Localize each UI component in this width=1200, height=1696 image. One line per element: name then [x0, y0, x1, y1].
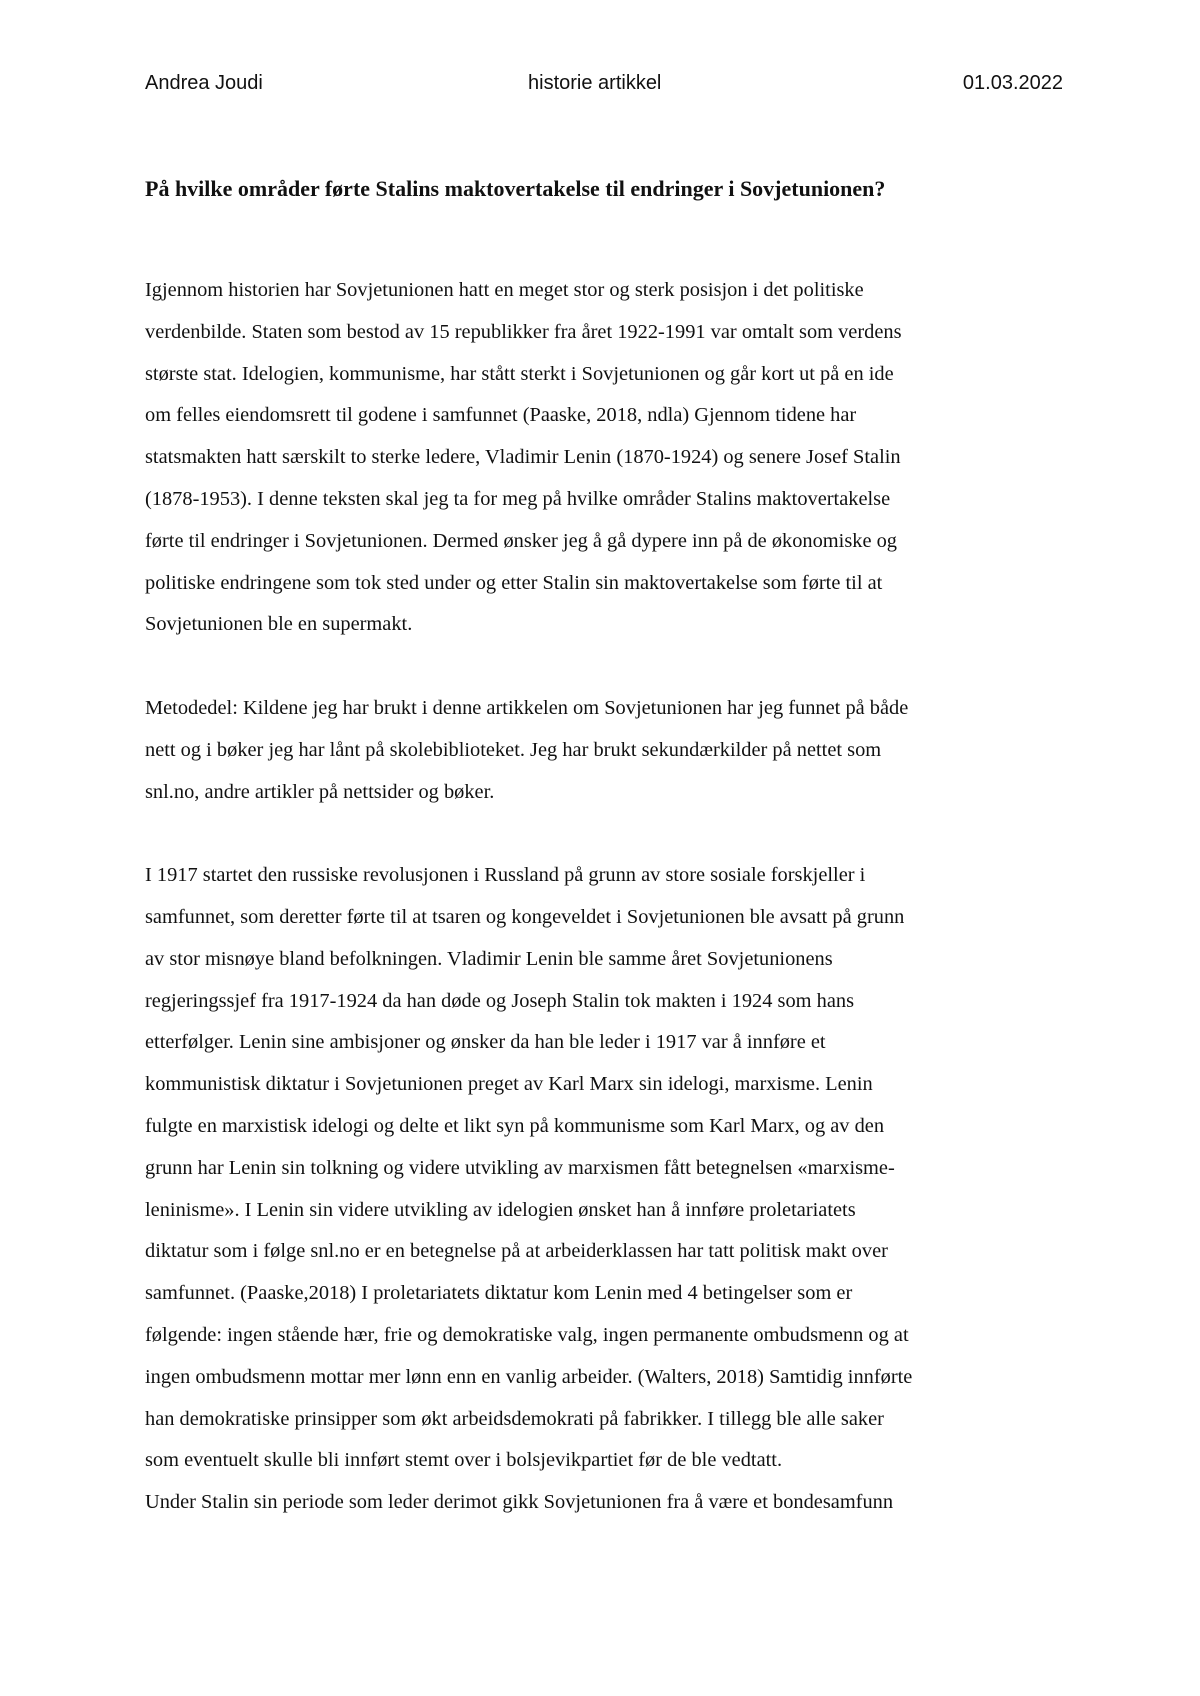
paragraph-lenin: [145, 855, 1070, 1482]
text-line: samfunnet, som deretter førte til at tsaren og kongeveldet i Sovjetunionen ble avsatt på grunn: [145, 905, 905, 928]
text-line: nett og i bøker jeg har lånt på skolebiblioteket. Jeg har brukt sekundærkilder på nettet som: [145, 738, 882, 761]
article-title: På hvilke områder førte Stalins maktovertakelse til endringer i Sovjetunionen?: [145, 176, 886, 201]
text-line: følgende: ingen stående hær, frie og demokratiske valg, ingen permanente ombudsmenn og at: [145, 1323, 909, 1346]
text-line: politiske endringene som tok sted under og etter Stalin sin maktovertakelse som førte til at: [145, 571, 883, 594]
text-line: førte til endringer i Sovjetunionen. Dermed ønsker jeg å gå dypere inn på de økonomiske og: [145, 529, 897, 552]
text-line: grunn har Lenin sin tolkning og videre utvikling av marxismen fått betegnelsen «marxisme-: [145, 1156, 895, 1179]
text-line: I 1917 startet den russiske revolusjonen i Russland på grunn av store sosiale forskjeller i: [145, 864, 866, 887]
text-line: av stor misnøye bland befolkningen. Vladimir Lenin ble samme året Sovjetunionens: [145, 947, 833, 970]
text-line: kommunistisk diktatur i Sovjetunionen preget av Karl Marx sin idelogi, marxisme. Lenin: [145, 1073, 873, 1096]
text-line: fulgte en marxistisk idelogi og delte et likt syn på kommunisme som Karl Marx, og av den: [145, 1114, 885, 1137]
text-line: diktatur som i følge snl.no er en betegnelse på at arbeiderklassen har tatt politisk makt over: [145, 1240, 888, 1263]
paragraph-gap: [145, 646, 1070, 688]
text-line: Under Stalin sin periode som leder derimot gikk Sovjetunionen fra å være et bondesamfunn: [145, 1491, 894, 1514]
header-author: Andrea Joudi: [145, 72, 263, 94]
text-line: største stat. Idelogien, kommunisme, har stått sterkt i Sovjetunionen og går kort ut på en ide: [145, 362, 894, 385]
text-line: han demokratiske prinsipper som økt arbeidsdemokrati på fabrikker. I tillegg ble alle saker: [145, 1407, 884, 1430]
text-line: som eventuelt skulle bli innført stemt over i bolsjevikpartiet før de ble vedtatt.: [145, 1449, 783, 1472]
header-date: 01.03.2022: [962, 72, 1063, 94]
text-line: leninisme». I Lenin sin videre utvikling av idelogien ønsket han å innføre proletariatets: [145, 1198, 856, 1221]
text-line: Metodedel: Kildene jeg har brukt i denne artikkelen om Sovjetunionen har jeg funnet på både: [145, 696, 909, 719]
paragraph-introduction: [145, 270, 1070, 646]
text-line: regjeringssjef fra 1917-1924 da han døde og Joseph Stalin tok makten i 1924 som hans: [145, 989, 855, 1012]
paragraph-gap: [145, 813, 1070, 855]
paragraph-stalin: [145, 1482, 1070, 1524]
text-line: (1878-1953). I denne teksten skal jeg ta for meg på hvilke områder Stalins maktovertakelse: [145, 487, 891, 510]
text-line: ingen ombudsmenn mottar mer lønn enn en vanlig arbeider. (Walters, 2018) Samtidig innførte: [145, 1365, 913, 1388]
text-line: etterfølger. Lenin sine ambisjoner og ønsker da han ble leder i 1917 var å innføre et: [145, 1031, 826, 1054]
article-body: [145, 270, 1070, 1524]
text-line: Sovjetunionen ble en supermakt.: [145, 613, 413, 636]
header-subject: historie artikkel: [528, 72, 662, 94]
page-header: [145, 72, 1063, 102]
text-line: statsmakten hatt særskilt to sterke ledere, Vladimir Lenin (1870-1924) og senere Josef Stalin: [145, 446, 901, 469]
text-line: Igjennom historien har Sovjetunionen hatt en meget stor og sterk posisjon i det politiske: [145, 279, 864, 301]
text-line: verdenbilde. Staten som bestod av 15 republikker fra året 1922-1991 var omtalt som verdens: [145, 320, 902, 343]
text-line: samfunnet. (Paaske,2018) I proletariatets diktatur kom Lenin med 4 betingelser som er: [145, 1282, 853, 1305]
text-line: snl.no, andre artikler på nettsider og bøker.: [145, 780, 495, 803]
paragraph-method: [145, 688, 1070, 813]
text-line: om felles eiendomsrett til godene i samfunnet (Paaske, 2018, ndla) Gjennom tidene har: [145, 404, 857, 427]
